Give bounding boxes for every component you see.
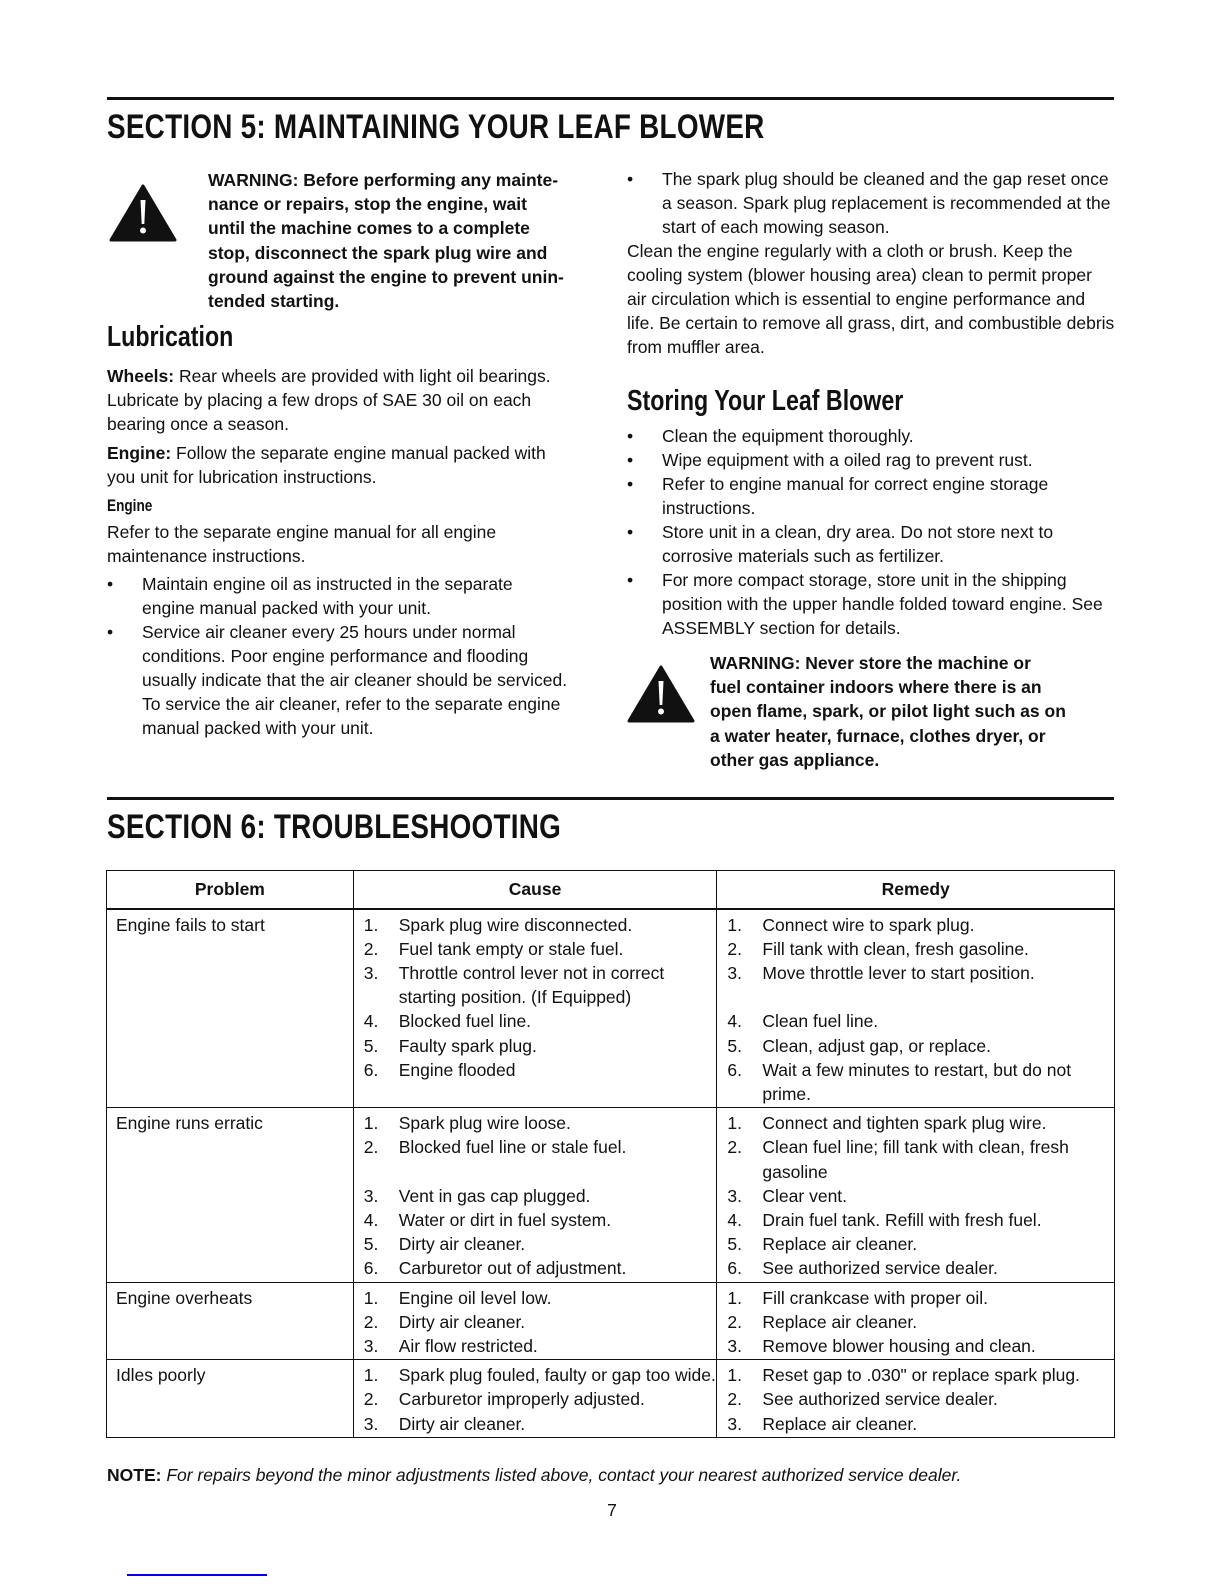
problem-cell: Engine runs erratic bbox=[107, 1108, 354, 1282]
section-5-top-rule bbox=[107, 97, 1114, 100]
table-row bbox=[107, 1108, 1115, 1282]
bullet-icon: • bbox=[107, 622, 114, 642]
list-item: 3. Clear vent. bbox=[727, 1185, 848, 1206]
bullet-icon: • bbox=[627, 570, 634, 590]
lubrication-body bbox=[107, 364, 569, 740]
spark-plug-list bbox=[627, 167, 1115, 239]
bullet-text: The spark plug should be cleaned and the gap reset once a season. Spark plug replacement is recommended at the start of each mowing season. bbox=[662, 169, 1111, 237]
list-item: 3. Throttle control lever not in correct starting position. (If Equipped) bbox=[363, 962, 665, 1008]
remedy-list bbox=[717, 1363, 1114, 1436]
remedy-list bbox=[717, 1111, 1114, 1280]
cause-list bbox=[354, 1111, 717, 1280]
list-item: 2. Carburetor improperly adjusted. bbox=[363, 1389, 645, 1410]
bullet-icon: • bbox=[627, 426, 634, 446]
bullet-icon: • bbox=[627, 450, 634, 470]
header-cause: Cause bbox=[353, 871, 717, 909]
remedy-cell bbox=[717, 909, 1115, 1108]
list-item: 1. Reset gap to .030" or replace spark plug. bbox=[727, 1365, 1080, 1386]
bullet-text: Wipe equipment with a oiled rag to prevent rust. bbox=[662, 450, 1033, 470]
table-row bbox=[107, 1360, 1115, 1438]
list-item: 1. Connect and tighten spark plug wire. bbox=[727, 1113, 1047, 1134]
bullet-icon: • bbox=[107, 574, 114, 594]
cause-cell bbox=[353, 909, 717, 1108]
warning-triangle-icon bbox=[109, 184, 177, 242]
list-item: 5. Replace air cleaner. bbox=[727, 1234, 918, 1255]
list-item: 1. Fill crankcase with proper oil. bbox=[727, 1287, 989, 1308]
storing-heading: Storing Your Leaf Blower bbox=[627, 385, 904, 417]
page-number: 7 bbox=[607, 1500, 617, 1520]
list-item bbox=[627, 167, 1115, 239]
problem-cell: Engine overheats bbox=[107, 1282, 354, 1360]
bullet-text: For more compact storage, store unit in the shipping position with the upper handle folded toward engine. See ASSEMBLY section for details. bbox=[662, 570, 1103, 638]
bullet-text: Maintain engine oil as instructed in the separate engine manual packed with your unit. bbox=[142, 574, 513, 618]
list-item: 2. Fuel tank empty or stale fuel. bbox=[363, 938, 624, 959]
section-6-title: SECTION 6: TROUBLESHOOTING bbox=[107, 808, 562, 846]
storing-bullet-list bbox=[627, 424, 1115, 640]
list-item: 5. Faulty spark plug. bbox=[363, 1035, 537, 1056]
warning-line: other gas appliance. bbox=[710, 749, 880, 770]
bullet-text: Store unit in a clean, dry area. Do not store next to corrosive materials such as fertilizer. bbox=[662, 522, 1054, 566]
warning-line: open flame, spark, or pilot light such as on bbox=[710, 701, 1066, 722]
list-item: 2. Dirty air cleaner. bbox=[363, 1311, 526, 1332]
service-note bbox=[107, 1465, 961, 1486]
list-item: 2. See authorized service dealer. bbox=[727, 1389, 998, 1410]
warning-line: WARNING: Before performing any mainte- bbox=[208, 170, 559, 190]
list-item: 1. Spark plug fouled, faulty or gap too wide. bbox=[363, 1365, 716, 1386]
cause-list bbox=[354, 1363, 717, 1436]
list-item: 4. Drain fuel tank. Refill with fresh fuel. bbox=[727, 1209, 1042, 1230]
storage-warning-text bbox=[710, 651, 1115, 772]
list-item bbox=[107, 572, 569, 620]
remedy-cell bbox=[717, 1108, 1115, 1282]
problem-cell: Engine fails to start bbox=[107, 909, 354, 1108]
table-header-row bbox=[107, 871, 1115, 909]
storing-body bbox=[627, 424, 1115, 640]
warning-line: until the machine comes to a complete bbox=[208, 218, 530, 239]
bullet-text: Service air cleaner every 25 hours under normal conditions. Poor engine performance and flooding usually indicate that the air cleaner should be serviced. To service the air cleaner, refer to the separate engine manual packed with your unit. bbox=[142, 622, 568, 738]
engine-intro: Refer to the separate engine manual for all engine maintenance instructions. bbox=[107, 522, 497, 566]
remedy-cell bbox=[717, 1282, 1115, 1360]
table-row bbox=[107, 1282, 1115, 1360]
list-item: 5. Dirty air cleaner. bbox=[363, 1234, 526, 1255]
warning-line: nance or repairs, stop the engine, wait bbox=[208, 194, 527, 215]
right-column-top bbox=[627, 167, 1115, 359]
list-item: 1. Engine oil level low. bbox=[363, 1287, 552, 1308]
list-item: 1. Spark plug wire disconnected. bbox=[363, 914, 633, 935]
list-item: 4. Water or dirt in fuel system. bbox=[363, 1209, 612, 1230]
cause-list bbox=[354, 913, 717, 1082]
list-item: 3. Remove blower housing and clean. bbox=[727, 1335, 1036, 1356]
maintenance-warning-text bbox=[208, 168, 591, 313]
list-item: 2. Fill tank with clean, fresh gasoline. bbox=[727, 938, 1029, 959]
list-item bbox=[627, 448, 1115, 472]
wheels-paragraph bbox=[107, 364, 569, 436]
list-item: 2. Blocked fuel line or stale fuel. bbox=[363, 1137, 627, 1158]
engine-bullet-list bbox=[107, 572, 569, 740]
list-item: 6. Engine flooded bbox=[363, 1059, 516, 1080]
link-underline bbox=[127, 1574, 267, 1576]
cause-cell bbox=[353, 1282, 717, 1360]
wheels-label: Wheels: bbox=[107, 366, 175, 386]
header-remedy: Remedy bbox=[717, 871, 1115, 909]
list-item bbox=[627, 568, 1115, 640]
cause-cell bbox=[353, 1108, 717, 1282]
list-item: 3. Dirty air cleaner. bbox=[363, 1413, 526, 1434]
note-text: For repairs beyond the minor adjustments listed above, contact your nearest authorized service dealer. bbox=[161, 1465, 962, 1485]
list-item bbox=[627, 424, 1115, 448]
bullet-text: Clean the equipment thoroughly. bbox=[662, 426, 914, 446]
remedy-cell bbox=[717, 1360, 1115, 1438]
list-item: 2. Clean fuel line; fill tank with clean, fresh gasoline bbox=[727, 1137, 1069, 1182]
warning-line: a water heater, furnace, clothes dryer, or bbox=[710, 725, 1046, 746]
list-item: 4. Blocked fuel line. bbox=[363, 1011, 532, 1032]
list-item bbox=[107, 620, 569, 740]
warning-line: ground against the engine to prevent unin- bbox=[208, 266, 564, 287]
list-item: 4. Clean fuel line. bbox=[727, 1011, 879, 1032]
section-5-title: SECTION 5: MAINTAINING YOUR LEAF BLOWER bbox=[107, 108, 765, 146]
note-label: NOTE: bbox=[107, 1465, 162, 1485]
warning-triangle-icon bbox=[627, 665, 695, 723]
engine-subheading: Engine bbox=[107, 496, 153, 515]
cause-list bbox=[354, 1286, 717, 1359]
list-item: 2. Replace air cleaner. bbox=[727, 1311, 918, 1332]
bullet-icon: • bbox=[627, 522, 634, 542]
warning-line: stop, disconnect the spark plug wire and bbox=[208, 242, 548, 263]
bullet-text: Refer to engine manual for correct engine storage instructions. bbox=[662, 474, 1049, 518]
list-item bbox=[627, 472, 1115, 520]
list-item bbox=[627, 520, 1115, 568]
clean-engine-paragraph: Clean the engine regularly with a cloth or brush. Keep the cooling system (blower housing area) clean to permit proper air circulation which is essential to engine performance and life. Be certain to remove all grass, dirt, and combustible debris from muffler area. bbox=[627, 241, 1115, 357]
table-row bbox=[107, 909, 1115, 1108]
warning-line: tended starting. bbox=[208, 291, 340, 312]
troubleshooting-table bbox=[106, 870, 1115, 1438]
list-item: 1. Spark plug wire loose. bbox=[363, 1113, 571, 1134]
list-item: 5. Clean, adjust gap, or replace. bbox=[727, 1035, 992, 1056]
engine-text: Follow the separate engine manual packed with you unit for lubrication instructions. bbox=[107, 443, 546, 487]
wheels-text: Rear wheels are provided with light oil bearings. Lubricate by placing a few drops of SAE 30 oil on each bearing once a season. bbox=[107, 366, 551, 434]
storage-warning bbox=[627, 651, 1115, 776]
bullet-icon: • bbox=[627, 474, 634, 494]
problem-cell: Idles poorly bbox=[107, 1360, 354, 1438]
maintenance-warning bbox=[107, 168, 592, 318]
section-6-top-rule bbox=[107, 797, 1114, 800]
cause-cell bbox=[353, 1360, 717, 1438]
warning-line: WARNING: Never store the machine or bbox=[710, 653, 1031, 673]
remedy-list bbox=[717, 913, 1114, 1107]
engine-paragraph bbox=[107, 441, 569, 489]
warning-line: fuel container indoors where there is an bbox=[710, 677, 1042, 698]
lubrication-heading: Lubrication bbox=[107, 321, 234, 353]
list-item: 1. Connect wire to spark plug. bbox=[727, 914, 975, 935]
bullet-icon: • bbox=[627, 169, 634, 189]
list-item: 3. Vent in gas cap plugged. bbox=[363, 1185, 591, 1206]
list-item: 3. Air flow restricted. bbox=[363, 1335, 538, 1356]
remedy-list bbox=[717, 1286, 1114, 1359]
engine-label: Engine: bbox=[107, 443, 172, 463]
list-item: 3. Replace air cleaner. bbox=[727, 1413, 918, 1434]
list-item: 6. Carburetor out of adjustment. bbox=[363, 1258, 627, 1279]
list-item: 3. Move throttle lever to start position. bbox=[727, 962, 1035, 983]
list-item: 6. See authorized service dealer. bbox=[727, 1258, 998, 1279]
list-item: 6. Wait a few minutes to restart, but do not prime. bbox=[727, 1059, 1072, 1104]
header-problem: Problem bbox=[107, 871, 354, 909]
